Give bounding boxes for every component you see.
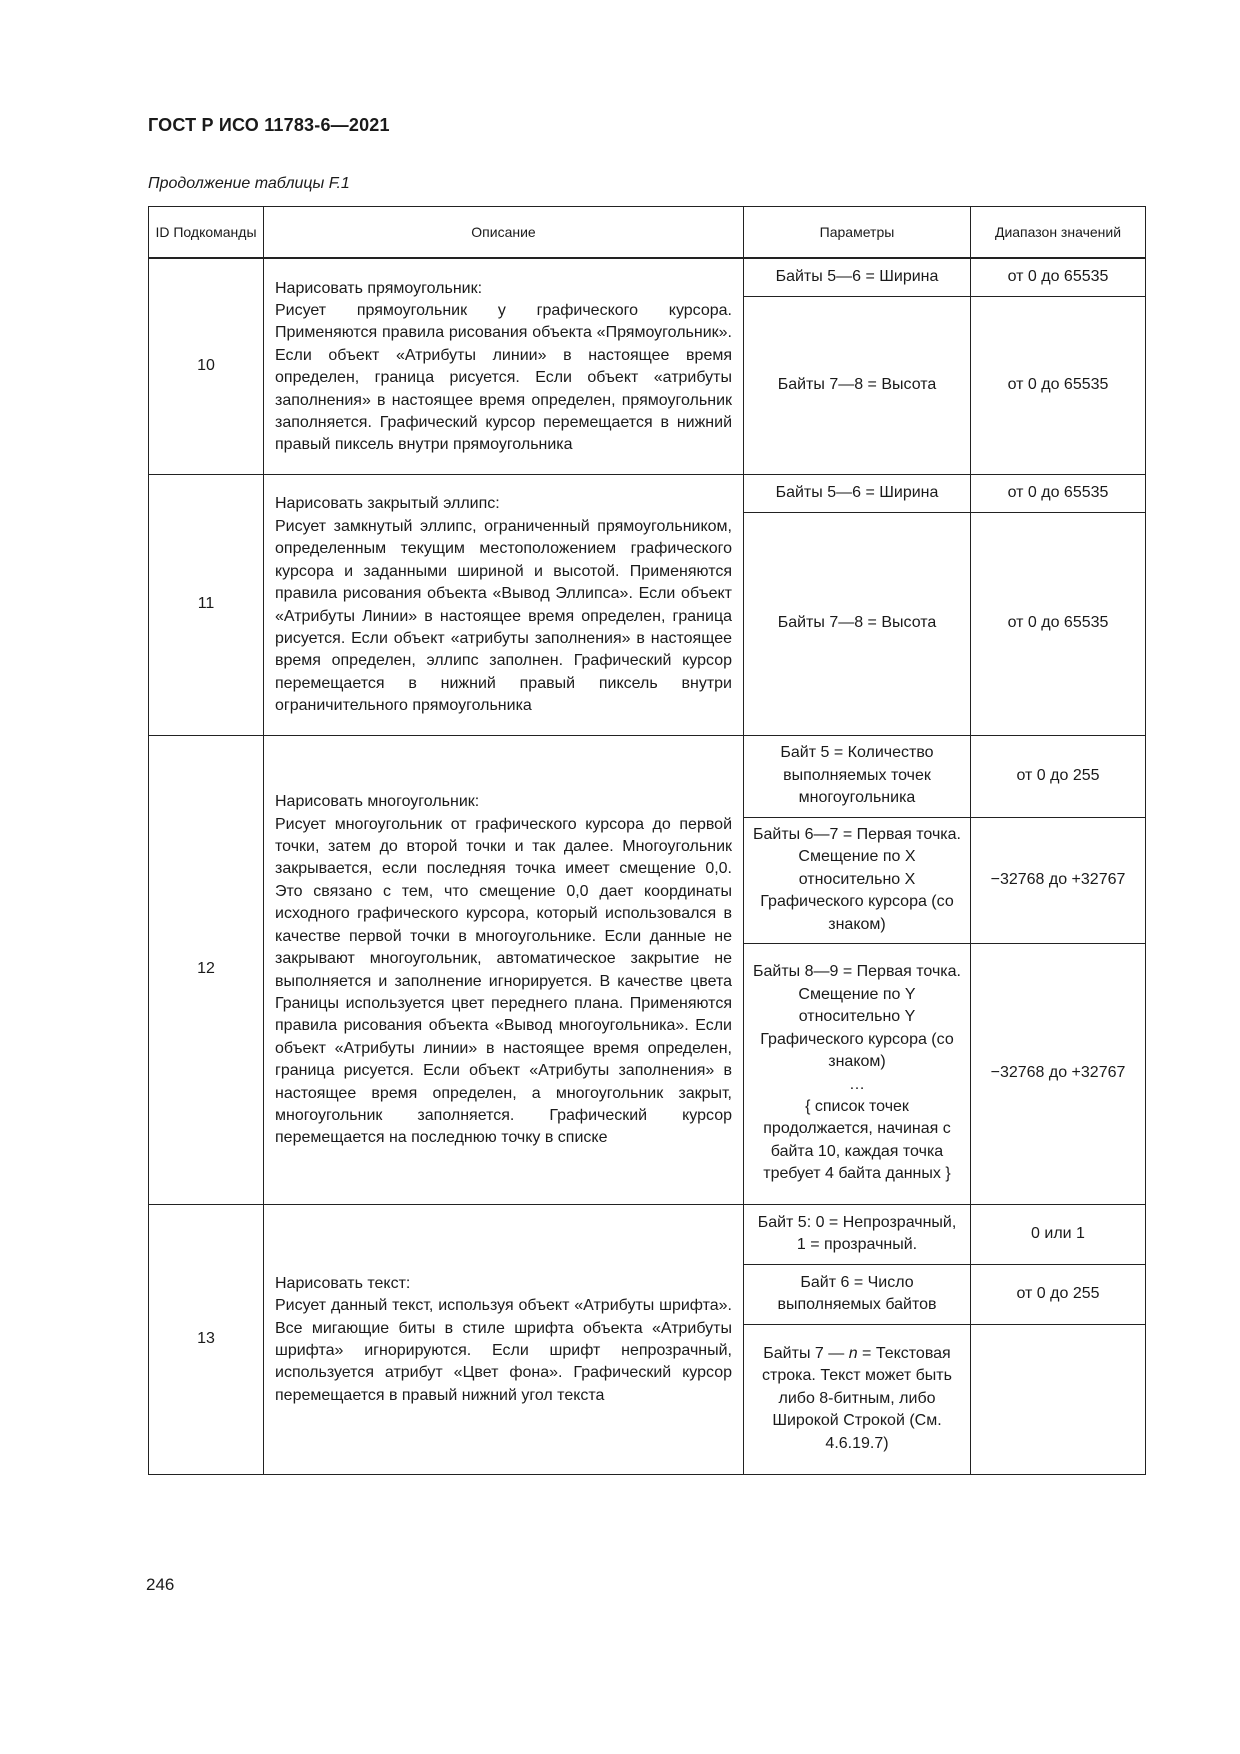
- range-cell: −32768 до +32767: [971, 817, 1146, 943]
- range-cell: от 0 до 65535: [971, 296, 1146, 474]
- parameter-text: Байты 8—9 = Первая точка. Смещение по Y относительно Y Графического курсора (со знаком): [753, 963, 961, 1071]
- parameter-prefix: Байты 7 —: [763, 1344, 849, 1362]
- parameter-cell: [744, 943, 971, 1204]
- range-cell: от 0 до 255: [971, 735, 1146, 817]
- header-id: ID Подкоманды: [149, 207, 264, 259]
- table-row: [149, 1204, 1146, 1264]
- parameter-cell: Байты 7—8 = Высота: [744, 512, 971, 735]
- header-parameters: Параметры: [744, 207, 971, 259]
- subcommand-id: 10: [149, 258, 264, 474]
- header-description: Описание: [264, 207, 744, 259]
- description-title: Нарисовать текст:: [275, 1274, 411, 1292]
- range-cell: [971, 1324, 1146, 1474]
- range-cell: от 0 до 65535: [971, 258, 1146, 296]
- parameter-cell: Байт 6 = Число выполняемых байтов: [744, 1264, 971, 1324]
- description-title: Нарисовать прямоугольник:: [275, 279, 483, 297]
- subcommand-description: [264, 258, 744, 474]
- parameter-note: { список точек продолжается, начиная с байта 10, каждая точка требует 4 байта данных }: [763, 1097, 951, 1183]
- subcommand-id: 11: [149, 474, 264, 735]
- description-body: Рисует данный текст, используя объект «Атрибуты шрифта». Все мигающие биты в стиле шрифта объекта «Атрибуты шрифта» игнорируются. Если шрифт непрозрачный, используется атрибут «Цвет фона». Графический курсор перемещается в правый нижний угол текста: [275, 1297, 732, 1404]
- parameter-cell: Байты 6—7 = Первая точка. Смещение по X относительно X Графического курсора (со знаком): [744, 817, 971, 943]
- table-caption: Продолжение таблицы F.1: [148, 175, 350, 192]
- table-row: [149, 258, 1146, 296]
- subcommand-description: [264, 474, 744, 735]
- parameter-variable: n: [848, 1344, 858, 1362]
- parameter-cell: Байты 7—8 = Высота: [744, 296, 971, 474]
- description-body: Рисует многоугольник от графического курсора до первой точки, затем до второй точки и так далее. Многоугольник закрывается, если последняя точка имеет смещение 0,0. Это связано с тем, что смещение 0,0 дает координаты исходного графического курсора, который использовался в качестве первой точки в многоугольнике. Если данные не закрывают многоугольник, автоматическое закрытие не выполняется и заполнение игнорируется. В качестве цвета Границы используется цвет переднего плана. Применяются правила рисования объекта «Вывод многоугольника». Если объект «Атрибуты линии» в настоящее время определен, граница рисуется. Если объект «Атрибуты заполнения» в настоящее время определен, а многоугольник закрыт, многоугольник заполняется. Графический курсор перемещается на последнюю точку в списке: [275, 815, 732, 1147]
- description-title: Нарисовать закрытый эллипс:: [275, 495, 500, 513]
- document-header: ГОСТ Р ИСО 11783-6—2021: [148, 115, 390, 135]
- subcommand-table: [148, 206, 1146, 1475]
- parameter-suffix: = Текстовая строка. Текст может быть либо 8-битным, либо Широкой Строкой (См. 4.6.19.7): [762, 1344, 952, 1452]
- range-cell: 0 или 1: [971, 1204, 1146, 1264]
- table-row: [149, 474, 1146, 512]
- range-cell: от 0 до 65535: [971, 474, 1146, 512]
- range-cell: от 0 до 65535: [971, 512, 1146, 735]
- parameter-cell: Байты 5—6 = Ширина: [744, 474, 971, 512]
- range-cell: от 0 до 255: [971, 1264, 1146, 1324]
- table-row: [149, 735, 1146, 817]
- parameter-cell: Байт 5 = Количество выполняемых точек многоугольника: [744, 735, 971, 817]
- parameter-cell: Байты 5—6 = Ширина: [744, 258, 971, 296]
- range-cell: −32768 до +32767: [971, 943, 1146, 1204]
- subcommand-description: [264, 735, 744, 1204]
- subcommand-description: [264, 1204, 744, 1474]
- description-title: Нарисовать многоугольник:: [275, 793, 480, 811]
- table-header-row: [149, 207, 1146, 259]
- subcommand-id: 12: [149, 735, 264, 1204]
- subcommand-id: 13: [149, 1204, 264, 1474]
- ellipsis: …: [849, 1075, 865, 1093]
- header-range: Диапазон значений: [971, 207, 1146, 259]
- description-body: Рисует замкнутый эллипс, ограниченный прямоугольником, определенным текущим местоположением графического курсора и заданными шириной и высотой. Применяются правила рисования объекта «Вывод Эллипса». Если объект «Атрибуты Линии» в настоящее время определен, граница рисуется. Если объект «атрибуты заполнения» в настоящее время определен, эллипс заполнен. Графический курсор перемещается в нижний правый пиксель внутри ограничительного прямоугольника: [275, 517, 732, 715]
- parameter-cell: [744, 1324, 971, 1474]
- parameter-cell: Байт 5: 0 = Непрозрачный, 1 = прозрачный.: [744, 1204, 971, 1264]
- description-body: Рисует прямоугольник у графического курсора. Применяются правила рисования объекта «Прямоугольник». Если объект «Атрибуты линии» в настоящее время определен, граница рисуется. Если объект «атрибуты заполнения» в настоящее время определен, прямоугольник заполняется. Графический курсор перемещается в нижний правый пиксель внутри прямоугольника: [275, 302, 732, 454]
- page-number: 246: [146, 1575, 175, 1594]
